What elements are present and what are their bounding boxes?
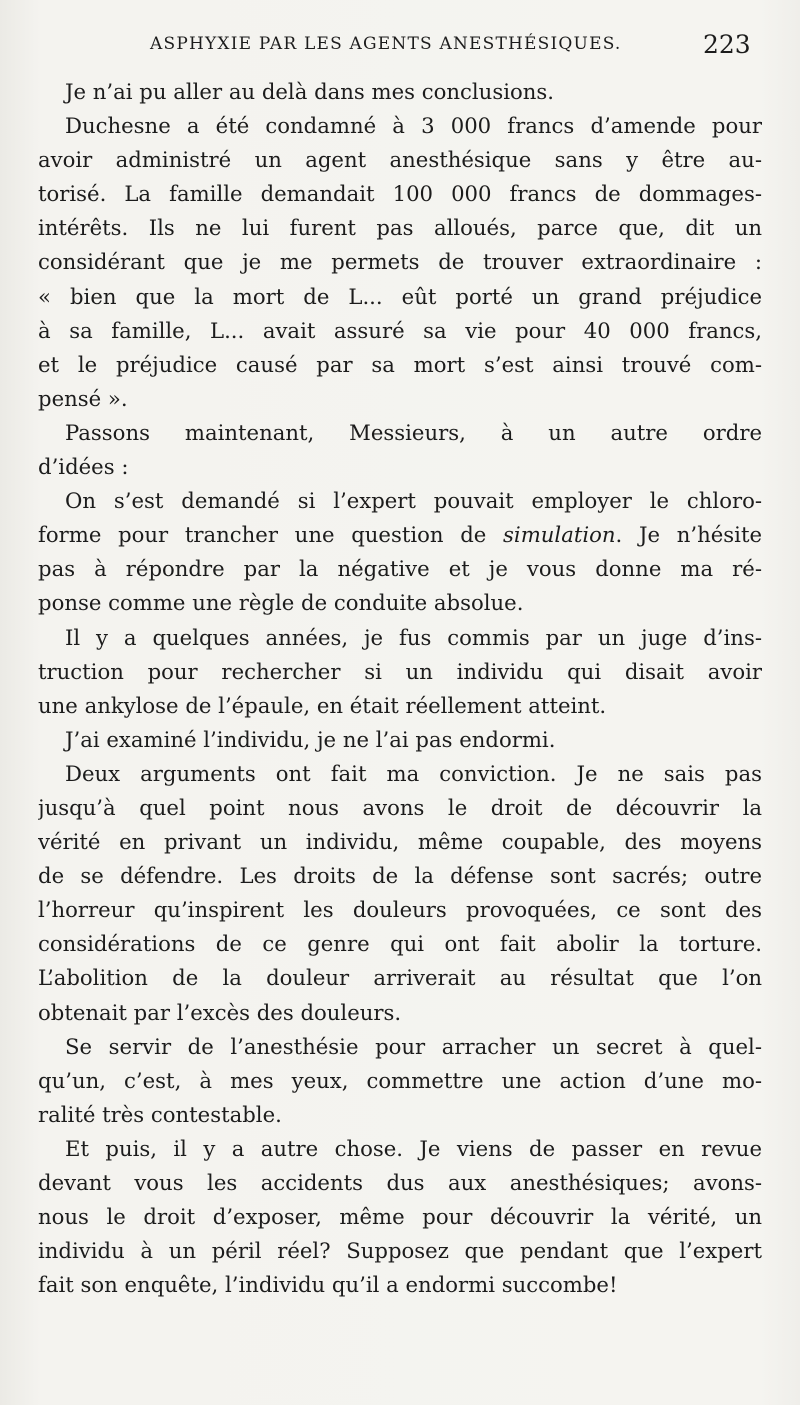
text-line-content: jusqu’à quel point nous avons le droit de découvrir la xyxy=(38,794,762,820)
page-number: 223 xyxy=(703,30,751,59)
text-line xyxy=(38,1234,762,1268)
text-line xyxy=(38,1098,762,1132)
text-line xyxy=(38,961,762,995)
text-line xyxy=(38,1030,762,1064)
text-line xyxy=(38,723,762,757)
text-line-content: avoir administré un agent anesthésique sans y être au- xyxy=(38,147,762,173)
text-line-content: J’ai examiné l’individu, je ne l’ai pas endormi. xyxy=(65,726,556,752)
text-line-content: nous le droit d’exposer, même pour découvrir la vérité, un xyxy=(38,1204,762,1230)
text-line-content: Duchesne a été condamné à 3 000 francs d’amende pour xyxy=(65,113,762,139)
text-line xyxy=(38,689,762,723)
text-line-content: Se servir de l’anesthésie pour arracher un secret à quel- xyxy=(65,1033,762,1059)
text-line xyxy=(38,927,762,961)
italic-word: simulation xyxy=(503,522,616,548)
text-line xyxy=(38,859,762,893)
text-line xyxy=(38,75,762,109)
text-line-content: pensé ». xyxy=(38,385,128,411)
text-line xyxy=(38,450,762,484)
text-line xyxy=(38,280,762,314)
text-line xyxy=(38,211,762,245)
text-line xyxy=(38,825,762,859)
text-line xyxy=(38,552,762,586)
text-line xyxy=(38,791,762,825)
text-line-content: forme pour trancher une question de xyxy=(38,522,504,548)
text-line xyxy=(38,1268,762,1302)
text-line-content: L’abolition de la douleur arriverait au résultat que l’on xyxy=(38,965,762,991)
text-line-content: qu’un, c’est, à mes yeux, commettre une action d’une mo- xyxy=(38,1067,762,1093)
text-line-content: et le préjudice causé par sa mort s’est ainsi trouvé com- xyxy=(38,351,762,377)
text-line xyxy=(38,245,762,279)
text-line-continuation: . Je n’hésite xyxy=(615,522,762,548)
text-line-content: obtenait par l’excès des douleurs. xyxy=(38,999,402,1025)
text-line xyxy=(38,1064,762,1098)
text-line-content: truction pour rechercher si un individu qui disait avoir xyxy=(38,658,762,684)
text-line xyxy=(38,586,762,620)
text-line-content: Passons maintenant, Messieurs, à un autre ordre xyxy=(65,419,762,445)
running-head: ASPHYXIE PAR LES AGENTS ANESTHÉSIQUES. xyxy=(150,34,622,54)
text-line-content: considérations de ce genre qui ont fait abolir la torture. xyxy=(38,931,762,957)
text-line-content: considérant que je me permets de trouver extraordinaire : xyxy=(38,249,762,275)
text-line xyxy=(38,382,762,416)
text-line-content: individu à un péril réel? Supposez que pendant que l’expert xyxy=(38,1238,762,1264)
text-line-content: fait son enquête, l’individu qu’il a endormi succombe! xyxy=(38,1272,618,1298)
text-line xyxy=(38,655,762,689)
text-line xyxy=(38,348,762,382)
text-line-content: « bien que la mort de L... eût porté un grand préjudice xyxy=(38,283,762,309)
text-line-content: une ankylose de l’épaule, en était réellement atteint. xyxy=(38,692,607,718)
text-line xyxy=(38,621,762,655)
text-line xyxy=(38,1166,762,1200)
text-line xyxy=(38,143,762,177)
text-line xyxy=(38,1132,762,1166)
text-line xyxy=(38,757,762,791)
text-line xyxy=(38,177,762,211)
text-line-content: devant vous les accidents dus aux anesthésiques; avons- xyxy=(38,1170,762,1195)
text-line xyxy=(38,484,762,518)
text-line-content: Et puis, il y a autre chose. Je viens de passer en revue xyxy=(65,1135,762,1161)
text-line-content: à sa famille, L... avait assuré sa vie pour 40 000 francs, xyxy=(38,317,762,343)
body-text xyxy=(38,75,762,1302)
text-line-content: pas à répondre par la négative et je vous donne ma ré- xyxy=(38,556,762,582)
text-line-content: vérité en privant un individu, même coupable, des moyens xyxy=(38,829,762,855)
text-line-content: Je n’ai pu aller au delà dans mes conclusions. xyxy=(65,79,554,104)
text-line-content: ralité très contestable. xyxy=(38,1101,282,1127)
text-line xyxy=(38,893,762,927)
text-line-content: de se défendre. Les droits de la défense sont sacrés; outre xyxy=(38,863,762,889)
text-line xyxy=(38,109,762,143)
text-line xyxy=(38,996,762,1030)
text-line-content: Il y a quelques années, je fus commis par un juge d’ins- xyxy=(65,624,762,650)
text-line-content: intérêts. Ils ne lui furent pas alloués, parce que, dit un xyxy=(38,215,762,241)
text-line xyxy=(38,314,762,348)
text-line xyxy=(38,1200,762,1234)
text-line-content: torisé. La famille demandait 100 000 francs de dommages- xyxy=(38,181,762,207)
text-line xyxy=(38,416,762,450)
text-line-content: ponse comme une règle de conduite absolue. xyxy=(38,590,524,616)
text-line-content: Deux arguments ont fait ma conviction. Je ne sais pas xyxy=(65,760,762,786)
text-line-content: l’horreur qu’inspirent les douleurs provoquées, ce sont des xyxy=(38,897,762,923)
text-line xyxy=(38,518,762,552)
text-line-content: On s’est demandé si l’expert pouvait employer le chloro- xyxy=(65,488,762,514)
text-line-content: d’idées : xyxy=(38,454,129,480)
